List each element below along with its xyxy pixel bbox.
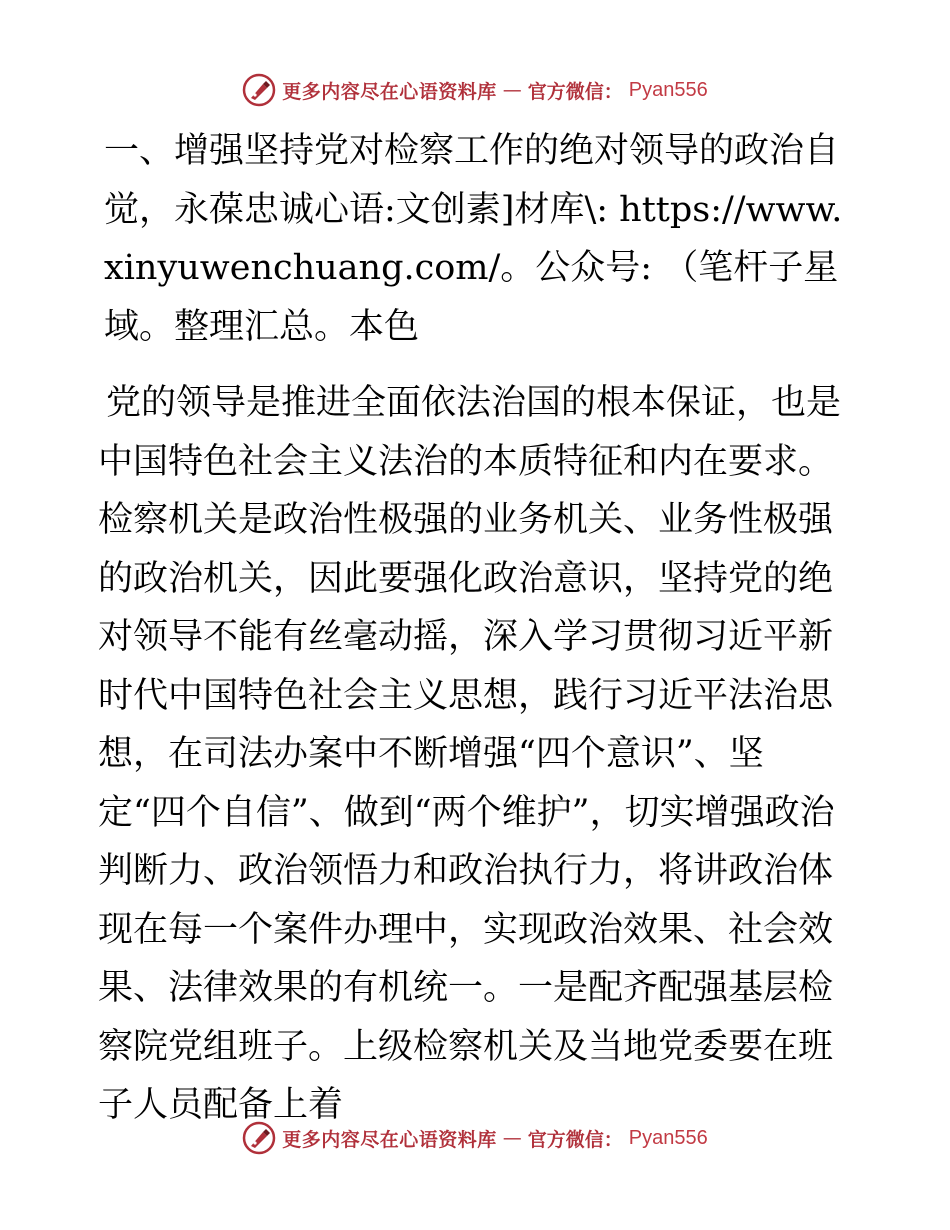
watermark-contact-label: 官方微信： xyxy=(527,1128,623,1151)
pen-nib-logo-icon xyxy=(242,73,276,107)
body-paragraph-rest: 中国特色社会主义法治的本质特征和内在要求。检察机关是政治性极强的业务机关、业务性极强的政治机关，因此要强化政治意识，坚持党的绝对领导不能有丝毫动摇，深入学习贯彻习近平新时代中国特色社会主义思想，践行习近平法治思想，在司法办案中不断增强“四个意识”、坚定“四个自信”、做到“两个维护”，切实增强政治判断力、政治领悟力和政治执行力，将讲政治体现在每一个案件办理中，实现政治效果、社会效果、法律效果的有机统一。一是配齐配强基层检察院党组班子。上级检察机关及当地党委要在班子人员配备上着 xyxy=(98,441,835,1125)
watermark-site-text: 更多内容尽在心语资料库 xyxy=(282,80,497,103)
watermark-handle: Pyan556 xyxy=(628,78,708,101)
header-watermark xyxy=(0,70,950,110)
body-paragraph-lead: 党的领导是推进全面依法治国的根本保证，也是 xyxy=(106,383,842,423)
pen-nib-logo-icon xyxy=(242,1121,276,1155)
watermark-site-text: 更多内容尽在心语资料库 xyxy=(282,1128,497,1151)
footer-watermark xyxy=(0,1118,950,1158)
watermark-handle: Pyan556 xyxy=(628,1126,708,1149)
watermark-contact-label: 官方微信： xyxy=(527,80,623,103)
watermark-dash: — xyxy=(502,1127,522,1149)
section-heading: 一、增强坚持党对检察工作的绝对领导的政治自觉，永葆忠诚心语:文创素]材库\: https://www.xinyuwenchuang.com/。公众号: （笔杆子星域。整理汇总。本色 xyxy=(104,131,843,347)
body-paragraph xyxy=(98,374,850,1135)
watermark-dash: — xyxy=(502,79,522,101)
document-body xyxy=(98,122,850,1135)
